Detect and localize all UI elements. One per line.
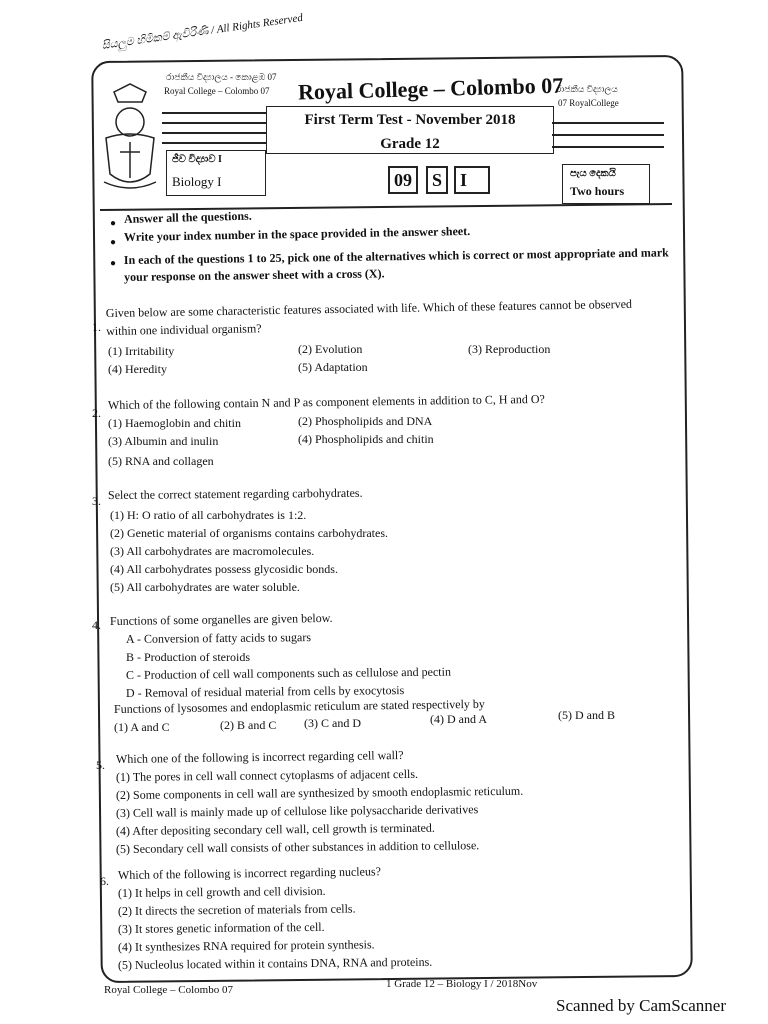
option: (4) Heredity [108,362,167,376]
option: (2) Evolution [298,342,363,356]
header-rule [552,134,664,136]
option: (4) D and A [430,712,487,726]
option: (1) The pores in cell wall connect cytoplasms of adjacent cells. [115,766,419,784]
header-rule [552,122,664,124]
organelle-function: C - Production of cell wall components such as cellulose and pectin [125,664,451,682]
bullet-icon: ● [110,258,117,269]
option: (5) RNA and collagen [108,454,214,468]
question-text: Functions of some organelles are given below. [109,610,333,628]
exam-title: First Term Test - November 2018 [304,112,516,128]
paper-code-box: S [426,166,448,194]
option: (1) Irritability [108,344,175,358]
header-rule [162,142,266,144]
subject-label: Biology I [172,174,222,189]
option: (2) B and C [220,718,277,732]
option: (4) It synthesizes RNA required for protein synthesis. [117,937,375,954]
option: (3) Reproduction [468,342,551,356]
option: (1) A and C [114,720,170,734]
question-number: 3. [92,494,101,508]
right-english-label: 07 RoyalCollege [558,98,619,108]
footer-page-info: 1 Grade 12 – Biology I / 2018Nov [386,978,538,990]
header-rule [162,122,266,124]
rights-notice: සියලුම හිමිකම් ඇවිරිණි / All Rights Reserved [101,11,304,52]
subject-sinhala: ජීව විද්‍යාව I [172,154,222,165]
question-text: Which of the following contain N and P as component elements in addition to C, H and O? [107,391,545,412]
option: (1) H: O ratio of all carbohydrates is 1:2. [110,508,307,522]
option: (5) D and B [558,708,615,722]
option: (5) Secondary cell wall consists of other substances in addition to cellulose. [115,838,480,856]
question-number: 1. [92,320,101,334]
bullet-icon: ● [110,237,117,248]
question-tail: Functions of lysosomes and endoplasmic reticulum are stated respectively by [113,696,485,716]
instruction: Write your index number in the space provided in the answer sheet. [123,223,471,244]
option: (5) Nucleolus located within it contains DNA, RNA and proteins. [117,954,433,972]
organelle-function: B - Production of steroids [126,650,250,664]
paper-code-box: I [454,166,490,194]
header-rule [162,112,266,114]
organelle-function: A - Conversion of fatty acids to sugars [125,630,312,646]
question-number: 2. [92,406,101,420]
option: (1) Haemoglobin and chitin [108,416,241,430]
organelle-function: D - Removal of residual material from cells by exocytosis [125,683,405,700]
question-text: Which of the following is incorrect regarding nucleus? [117,864,381,882]
school-sinhala-label: රාජකීය විද්‍යාලය - කොළඹ 07 [166,72,277,82]
bullet-icon: ● [110,218,117,229]
school-crest-icon [100,82,160,194]
question-number: 5. [96,758,105,772]
duration-sinhala: පැය දෙකයි [570,168,616,179]
header-rule [162,132,266,134]
header-rule [552,146,664,148]
exam-grade: Grade 12 [380,136,440,152]
question-number: 4. [92,618,101,632]
option: (5) All carbohydrates are water soluble. [110,580,300,594]
option: (2) Some components in cell wall are synthesized by smooth endoplasmic reticulum. [115,783,524,802]
option: (4) After depositing secondary cell wall, cell growth is terminated. [115,820,435,838]
option: (3) All carbohydrates are macromolecules. [110,544,315,558]
instruction: Answer all the questions. [123,208,252,226]
question-text: Which one of the following is incorrect regarding cell wall? [115,747,404,766]
question-text: Select the correct statement regarding carbohydrates. [107,485,363,502]
option: (2) Phospholipids and DNA [298,414,433,428]
option: (3) Cell wall is mainly made up of cellulose like polysaccharide derivatives [115,802,479,820]
option: (4) All carbohydrates possess glycosidic bonds. [110,562,338,576]
option: (2) It directs the secretion of materials from cells. [117,901,356,918]
instruction: In each of the questions 1 to 25, pick one of the alternatives which is correct or most appropriate and mark your response on the answer sheet with a cross (X). [123,245,669,284]
duration-label: Two hours [570,184,625,198]
option: (2) Genetic material of organisms contains carbohydrates. [110,526,389,540]
option: (4) Phospholipids and chitin [298,432,434,446]
option: (3) Albumin and inulin [108,434,219,448]
option: (5) Adaptation [298,360,368,374]
school-small-label: Royal College – Colombo 07 [164,86,270,96]
question-text: Given below are some characteristic features associated with life. Which of these features cannot be observed within one individual organism? [105,296,633,338]
scanner-watermark: Scanned by CamScanner [556,996,726,1015]
option: (1) It helps in cell growth and cell division. [117,883,326,900]
option: (3) C and D [304,716,361,730]
option: (3) It stores genetic information of the cell. [117,919,325,936]
right-sinhala-label: රාජකීය විද්‍යාලය [556,84,618,94]
school-name: Royal College – Colombo 07 [297,72,564,105]
footer-school: Royal College – Colombo 07 [104,984,233,996]
paper-code-box: 09 [388,166,418,194]
question-number: 6. [100,874,109,888]
